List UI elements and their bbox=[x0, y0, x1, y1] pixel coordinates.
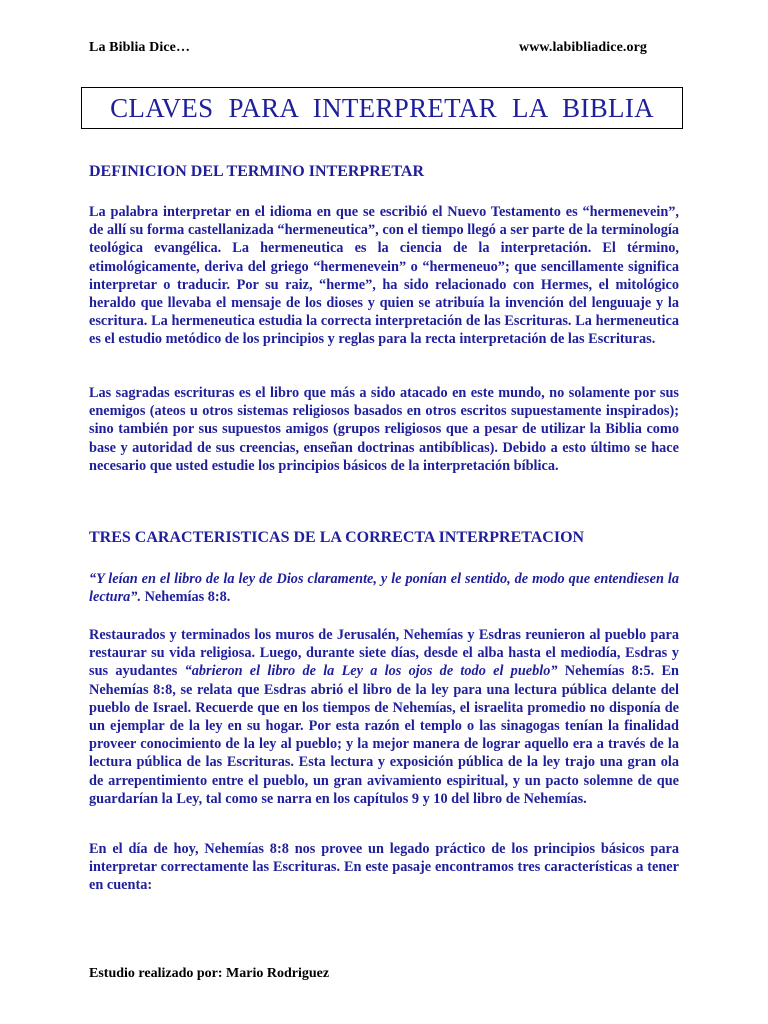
paragraph-restaurados-a: Restaurados y terminados los muros de Jerusalén, Nehemías y Esdras reunieron al pueblo para restaurar su vida religiosa. Luego, durante siete días, desde el alba hasta el mediodía, Esdras y sus ayudantes bbox=[89, 627, 679, 680]
inline-quote: “abrieron el libro de la Ley a los ojos de todo el pueblo” bbox=[184, 663, 558, 680]
paragraph-sagradas-escrituras: Las sagradas escrituras es el libro que más a sido atacado en este mundo, no solamente por sus enemigos (ateos u otros sistemas religiosos basados en otros escritos supuestamente inspirados); sino también por sus supuestos amigos (grupos religiosos que a pesar de utilizar la Biblia como base y autoridad de sus creencias, enseñan doctrinas antibíblicas). Debido a esto último se hace necesario que usted estudie los principios básicos de la interpretación bíblica. bbox=[89, 385, 679, 474]
page-title: CLAVES PARA INTERPRETAR LA BIBLIA bbox=[110, 92, 654, 123]
header-url: www.labibliadice.org bbox=[518, 40, 647, 55]
quote-reference: Nehemías 8:8. bbox=[141, 589, 231, 606]
section-heading-tres-caracteristicas: TRES CARACTERISTICAS DE LA CORRECTA INTERPRETACION bbox=[89, 529, 585, 546]
title-box bbox=[81, 87, 683, 129]
paragraph-definicion: La palabra interpretar en el idioma en que se escribió el Nuevo Testamento es “hermenevein”, de allí su forma castellanizada “hermeneutica”, con el tiempo llegó a ser parte de la terminología teológica evangélica. La hermeneutica es la ciencia de la interpretación. El término, etimológicamente, deriva del griego “hermenevein” o “hermeneuo”; que sencillamente significa interpretar o traducir. Por su raiz, “herme”, ha sido relacionado con Hermes, el mitológico heraldo que llevaba el mensaje de los dioses y quien se atribuía la invención del lenguuaje y la escritura. La hermeneutica estudia la correcta interpretación de las Escrituras. La hermeneutica es el estudio metódico de los principios y reglas para la recta interpretación de las Escrituras. bbox=[89, 204, 679, 348]
paragraph-dia-de-hoy: En el día de hoy, Nehemías 8:8 nos provee un legado práctico de los principios básicos para interpretar correctamente las Escrituras. En este pasaje encontramos tres características a tener en cuenta: bbox=[89, 841, 679, 894]
section-heading-definicion: DEFINICION DEL TERMINO INTERPRETAR bbox=[89, 163, 425, 180]
footer-author: Estudio realizado por: Mario Rodriguez bbox=[89, 966, 330, 981]
quote-text: “Y leían en el libro de la ley de Dios claramente, y le ponían el sentido, de modo que entendiesen la lectura”. bbox=[89, 571, 679, 606]
paragraph-restaurados-b: Nehemías 8:5. En Nehemías 8:8, se relata que Esdras abrió el libro de la ley para una lectura pública delante del pueblo de Israel. Recuerde que en los tiempos de Nehemías, el israelita promedio no disponía de un ejemplar de la ley en su hogar. Por esta razón el templo o las sinagogas tenían la finalidad proveer conocimiento de la ley al pueblo; y la mejor manera de lograr aquello era a través de la lectura pública de las Escrituras. Esta lectura y exposición pública de la ley trajo una gran ola de arrepentimiento entre el pueblo, un gran avivamiento espiritual, y un pacto solemne de que guardarían la Ley, tal como se narra en los capítulos 9 y 10 del libro de Nehemías. bbox=[89, 663, 679, 807]
quote-nehemias bbox=[89, 570, 679, 606]
paragraph-restaurados bbox=[89, 626, 679, 808]
header-site-name: La Biblia Dice… bbox=[89, 40, 191, 55]
